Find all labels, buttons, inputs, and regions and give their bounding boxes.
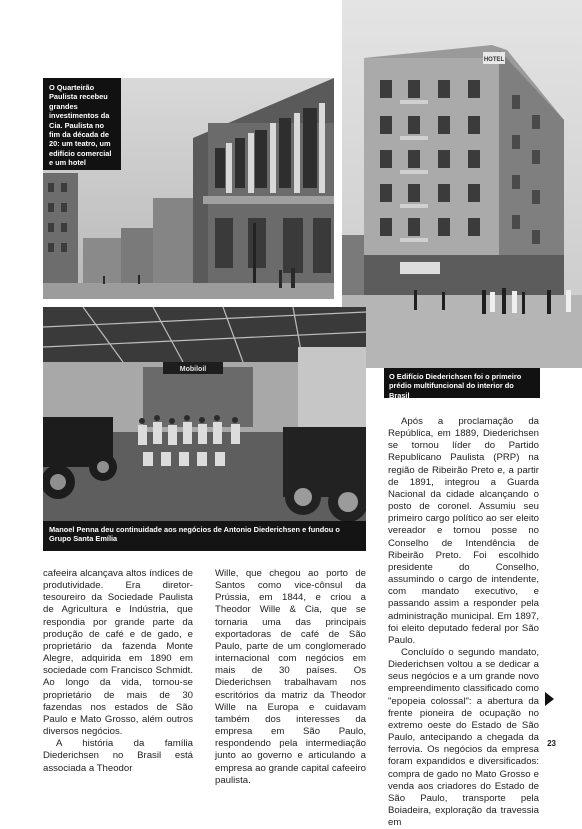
caption-edificio-diederichsen: O Edifício Diederichsen foi o primeiro prédio multifuncional do interior do Brasil: [384, 368, 540, 398]
garage-sign-text: Mobiloil: [179, 366, 207, 373]
page-number: 23: [547, 739, 556, 748]
hotel-sign-text: HOTEL: [483, 57, 505, 63]
col1-paragraph-2: A história da família Diederichsen no Brasil está associada a Theodor: [43, 738, 193, 774]
col1-paragraph-1: cafeeira alcançava altos índices de produtividade. Era diretor-tesoureiro da Sociedade Paulista de Agricultura e Indústria, que respondia por grande parte da produção de café e de gado, e proprietário da fazenda Monte Alegre, adquirida em 1890 em sociedade com Francisco Schmidt. Ao longo da vida, tornou-se proprietário de mais de 30 fazendas nos estados de São Paulo e Mato Grosso, além outros diversos negócios.: [43, 568, 193, 738]
photo-edificio-diederichsen: [342, 0, 582, 368]
text-column-2: [215, 568, 366, 787]
col2-paragraph-1: Wille, que chegou ao porto de Santos como vice-cônsul da Prússia, em 1844, e criou a Theodor Wille & Cia, que se tornaria uma das principais exportadoras de café de São Paulo, parte de um conglomerado internacional com negócios em mais de 30 países. Os Diederichsen trabalhavam nos escritórios da matriz da Theodor Wille na Europa e cuidavam também dos interesses da empresa em São Paulo, respondendo pela intermediação junto ao governo e articulando a empresa ao grande capital cafeeiro paulista.: [215, 568, 366, 786]
caption-quarteirao-paulista: O Quarteirão Paulista recebeu grandes investimentos da Cia. Paulista no fim da década de 20: um teatro, um edifício comercial e um hotel: [43, 78, 121, 170]
continue-arrow-icon: [545, 692, 554, 706]
col3-paragraph-1: Após a proclamação da República, em 1889, Diederichsen se tornou líder do Partido Republicano Paulista (PRP) na região de Ribeirão Preto e, a partir de 1891, integrou a Guarda Nacional da cidade alcançando o posto de coronel. Assumiu seu primeiro cargo político ao ser eleito vereador e tornou posse no Conselho de Intendência de Ribeirão Preto. Foi escolhido presidente do Conselho, assumindo o cargo de intendente, com mandato executivo, e passando assim a responder pela administração municipal. Em 1897, foi eleito deputado federal por São Paulo.: [388, 416, 539, 646]
caption-garagem: Manoel Penna deu continuidade aos negócios de Antonio Diederichsen e fundou o Grupo Santa Emília: [43, 521, 366, 551]
text-column-1: [43, 568, 193, 775]
photo-garagem: [43, 307, 366, 551]
col3-paragraph-2: Concluído o segundo mandato, Diederichsen voltou a se dedicar a seus negócios e a um grande novo empreendimento classificado como "epopeia colossal": a abertura da frente pioneira de ocupação no extremo oeste do Estado de São Paulo, antecipando a chegada da ferrovia. Os negócios da empresa foram expandidos e diversificados: compra de gado no Mato Grosso e venda aos criadores do Estado de São Paulo, transporte pela Boiadeira, exploração da travessia em: [388, 646, 539, 829]
text-column-3: [388, 416, 539, 829]
